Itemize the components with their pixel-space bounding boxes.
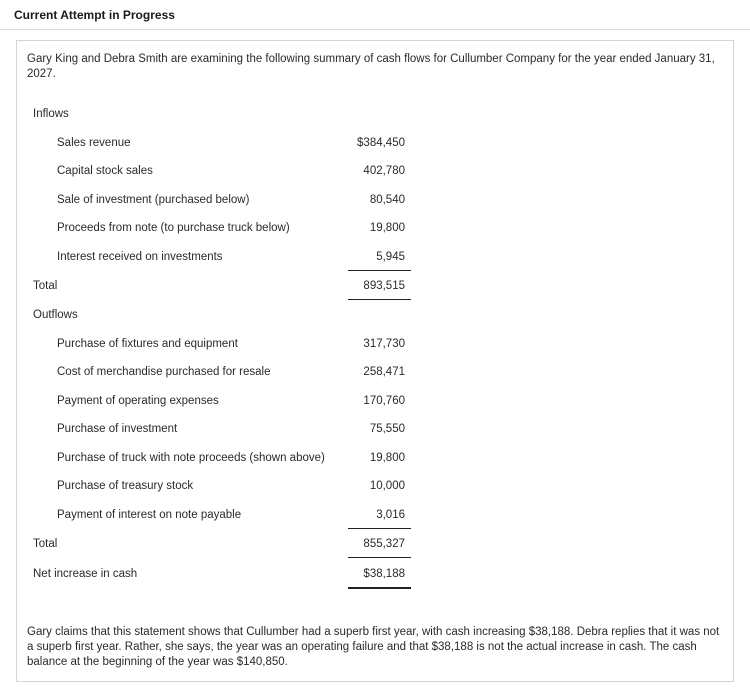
inflow-label: Proceeds from note (to purchase truck below) [57, 222, 290, 234]
outflow-label: Purchase of truck with note proceeds (shown above) [57, 452, 325, 464]
header-divider [0, 29, 750, 30]
net-increase-row [17, 566, 733, 582]
outflow-amount: 10,000 [369, 480, 405, 492]
inflow-label: Sale of investment (purchased below) [57, 194, 250, 206]
inflows-total-rule [348, 299, 411, 300]
table-row [17, 507, 733, 523]
outflows-total-row [17, 536, 733, 552]
inflow-amount: $384,450 [357, 137, 405, 149]
outflow-label: Payment of operating expenses [57, 395, 219, 407]
inflows-heading: Inflows [33, 108, 69, 120]
inflow-label: Capital stock sales [57, 165, 153, 177]
outflows-subtotal-rule [348, 528, 411, 529]
inflows-subtotal-rule [348, 270, 411, 271]
problem-intro: Gary King and Debra Smith are examining the following summary of cash flows for Cullumber Company for the year ended January 31, 2027. [27, 53, 715, 80]
table-row [17, 364, 733, 380]
outflow-label: Purchase of investment [57, 423, 178, 435]
outflow-label: Purchase of fixtures and equipment [57, 338, 238, 350]
table-row [17, 192, 733, 208]
table-row [17, 135, 733, 151]
table-row [17, 450, 733, 466]
outflows-total-rule [348, 557, 411, 558]
problem-conclusion: Gary claims that this statement shows that Cullumber had a superb first year, with cash increasing $38,188. Debra replies that it was not a superb first year. Rather, she says, the year was an operating failure and that $38,188 is not the actual increase in cash. The cash balance at the beginning of the year was $140,850. [27, 626, 720, 668]
inflow-amount: 5,945 [376, 251, 405, 263]
outflow-label: Cost of merchandise purchased for resale [57, 366, 271, 378]
net-double-underline [348, 587, 411, 589]
inflows-heading-row [17, 106, 733, 122]
table-row [17, 336, 733, 352]
net-increase-amount: $38,188 [363, 568, 405, 580]
outflow-amount: 258,471 [363, 366, 405, 378]
outflow-label: Purchase of treasury stock [57, 480, 194, 492]
outflows-heading: Outflows [33, 309, 78, 321]
net-increase-label: Net increase in cash [33, 568, 138, 580]
outflow-amount: 3,016 [376, 509, 405, 521]
outflows-total-label: Total [33, 538, 58, 550]
outflows-total-amount: 855,327 [363, 538, 405, 550]
inflow-label: Sales revenue [57, 137, 131, 149]
inflow-label: Interest received on investments [57, 251, 223, 263]
outflows-heading-row [17, 307, 733, 323]
inflow-amount: 402,780 [363, 165, 405, 177]
table-row [17, 220, 733, 236]
inflows-total-label: Total [33, 280, 58, 292]
outflow-amount: 170,760 [363, 395, 405, 407]
outflow-amount: 75,550 [369, 423, 405, 435]
outflow-amount: 317,730 [363, 338, 405, 350]
inflow-amount: 19,800 [369, 222, 405, 234]
outflow-label: Payment of interest on note payable [57, 509, 242, 521]
table-row [17, 249, 733, 265]
inflows-total-row [17, 278, 733, 294]
table-row [17, 478, 733, 494]
table-row [17, 393, 733, 409]
page-header-title: Current Attempt in Progress [14, 8, 175, 22]
outflow-amount: 19,800 [369, 452, 405, 464]
inflows-total-amount: 893,515 [363, 280, 405, 292]
inflow-amount: 80,540 [369, 194, 405, 206]
table-row [17, 421, 733, 437]
problem-panel [16, 40, 734, 682]
table-row [17, 163, 733, 179]
